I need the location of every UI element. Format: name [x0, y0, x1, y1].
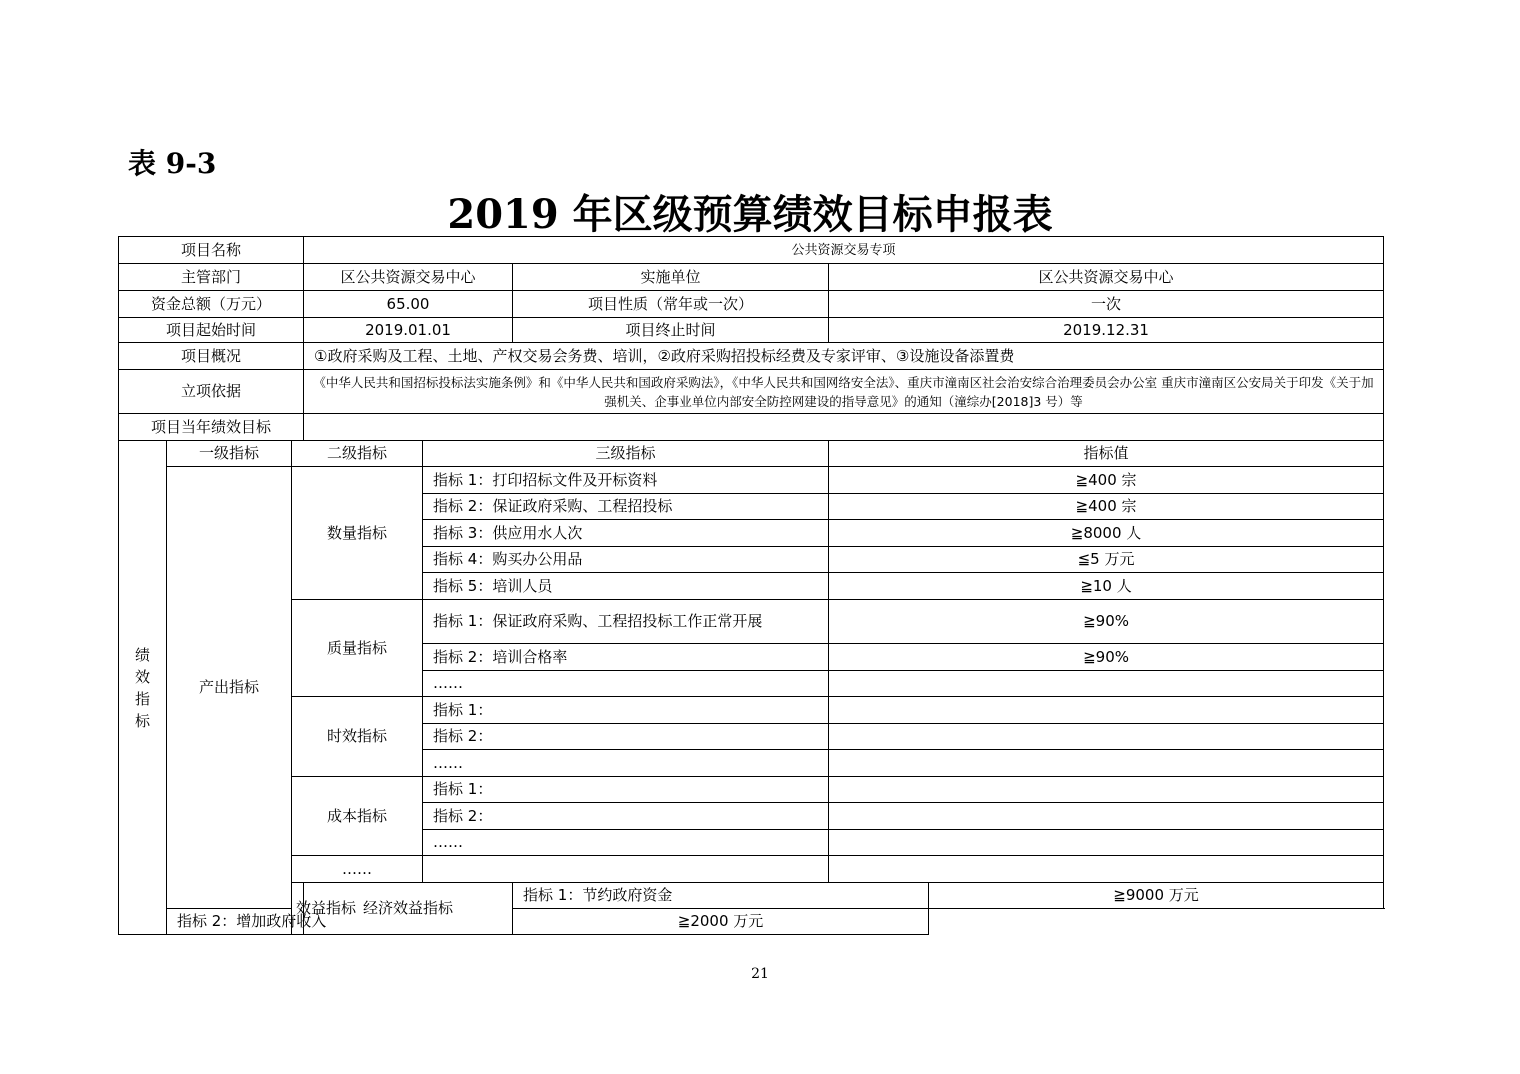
quality-value-more — [829, 671, 1384, 697]
col-value-header: 指标值 — [829, 441, 1384, 467]
quantity-indicator-1: 指标 1：打印招标文件及开标资料 — [423, 467, 829, 494]
overview-value: ①政府采购及工程、土地、产权交易会务费、培训，②政府采购招投标经费及专家评审、③设施设备添置费 — [304, 343, 1384, 370]
quantity-indicator-4: 指标 4：购买办公用品 — [423, 547, 829, 573]
basis-label: 立项依据 — [119, 370, 304, 414]
quantity-indicator-5: 指标 5：培训人员 — [423, 573, 829, 600]
output-more: …… — [292, 856, 423, 883]
quality-indicator-1: 指标 1：保证政府采购、工程招投标工作正常开展 — [423, 600, 829, 644]
timeliness-value-2 — [829, 724, 1384, 750]
cost-indicator-more: …… — [423, 830, 829, 856]
project-name-label: 项目名称 — [119, 237, 304, 264]
economic-value-2: ≧2000 万元 — [513, 909, 929, 935]
goal-value — [304, 414, 1384, 441]
cost-value-more — [829, 830, 1384, 856]
col-level1-header: 一级指标 — [167, 441, 292, 467]
quantity-indicator-2: 指标 2：保证政府采购、工程招投标 — [423, 494, 829, 520]
end-label: 项目终止时间 — [513, 318, 829, 343]
col-level2-header: 二级指标 — [292, 441, 423, 467]
start-value: 2019.01.01 — [304, 318, 513, 343]
timeliness-indicator-more: …… — [423, 750, 829, 777]
output-more-value — [829, 856, 1384, 883]
quality-value-1: ≧90% — [829, 600, 1384, 644]
cost-value-2 — [829, 803, 1384, 830]
fund-value: 65.00 — [304, 291, 513, 318]
goal-label: 项目当年绩效目标 — [119, 414, 304, 441]
performance-target-table — [118, 236, 1384, 935]
output-indicator-label: 产出指标 — [167, 467, 292, 909]
quantity-indicator-label: 数量指标 — [292, 467, 423, 600]
performance-indicators-side-label: 绩效指标 — [119, 441, 167, 935]
quantity-indicator-3: 指标 3：供应用水人次 — [423, 520, 829, 547]
impl-label: 实施单位 — [513, 264, 829, 291]
timeliness-indicator-2: 指标 2： — [423, 724, 829, 750]
nature-label: 项目性质（常年或一次） — [513, 291, 829, 318]
economic-indicator-1: 指标 1：节约政府资金 — [513, 883, 929, 909]
quality-indicator-2: 指标 2：培训合格率 — [423, 644, 829, 671]
timeliness-indicator-label: 时效指标 — [292, 697, 423, 777]
quantity-value-3: ≧8000 人 — [829, 520, 1384, 547]
nature-value: 一次 — [829, 291, 1384, 318]
table-number-label: 表 9-3 — [128, 147, 217, 180]
start-label: 项目起始时间 — [119, 318, 304, 343]
quantity-value-1: ≧400 宗 — [829, 467, 1384, 494]
col-level3-header: 三级指标 — [423, 441, 829, 467]
end-value: 2019.12.31 — [829, 318, 1384, 343]
dept-label: 主管部门 — [119, 264, 304, 291]
timeliness-value-1 — [829, 697, 1384, 724]
basis-value: 《中华人民共和国招标投标法实施条例》和《中华人民共和国政府采购法》，《中华人民共和国网络安全法》、重庆市潼南区社会治安综合治理委员会办公室 重庆市潼南区公安局关于印发《关于加强机关、企事业单位内部安全防控网建设的指导意见》的通知（潼综办[2018]3 号）等 — [304, 370, 1384, 414]
quality-indicator-more: …… — [423, 671, 829, 697]
quality-value-2: ≧90% — [829, 644, 1384, 671]
impl-value: 区公共资源交易中心 — [829, 264, 1384, 291]
quantity-value-2: ≧400 宗 — [829, 494, 1384, 520]
economic-indicator-label: 经济效益指标 — [304, 883, 513, 935]
page-number: 21 — [751, 966, 769, 982]
timeliness-indicator-1: 指标 1： — [423, 697, 829, 724]
timeliness-value-more — [829, 750, 1384, 777]
fund-label: 资金总额（万元） — [119, 291, 304, 318]
quantity-value-5: ≧10 人 — [829, 573, 1384, 600]
quantity-value-4: ≦5 万元 — [829, 547, 1384, 573]
cost-indicator-1: 指标 1： — [423, 777, 829, 803]
project-name-value: 公共资源交易专项 — [304, 237, 1384, 264]
quality-indicator-label: 质量指标 — [292, 600, 423, 697]
cost-indicator-2: 指标 2： — [423, 803, 829, 830]
cost-indicator-label: 成本指标 — [292, 777, 423, 856]
economic-value-1: ≧9000 万元 — [929, 883, 1384, 909]
page-title: 2019 年区级预算绩效目标申报表 — [447, 191, 1053, 238]
cost-value-1 — [829, 777, 1384, 803]
dept-value: 区公共资源交易中心 — [304, 264, 513, 291]
benefit-indicator-label: 效益指标 — [292, 883, 304, 935]
overview-label: 项目概况 — [119, 343, 304, 370]
economic-indicator-2: 指标 2：增加政府收入 — [167, 909, 304, 935]
output-more-level3 — [423, 856, 829, 883]
